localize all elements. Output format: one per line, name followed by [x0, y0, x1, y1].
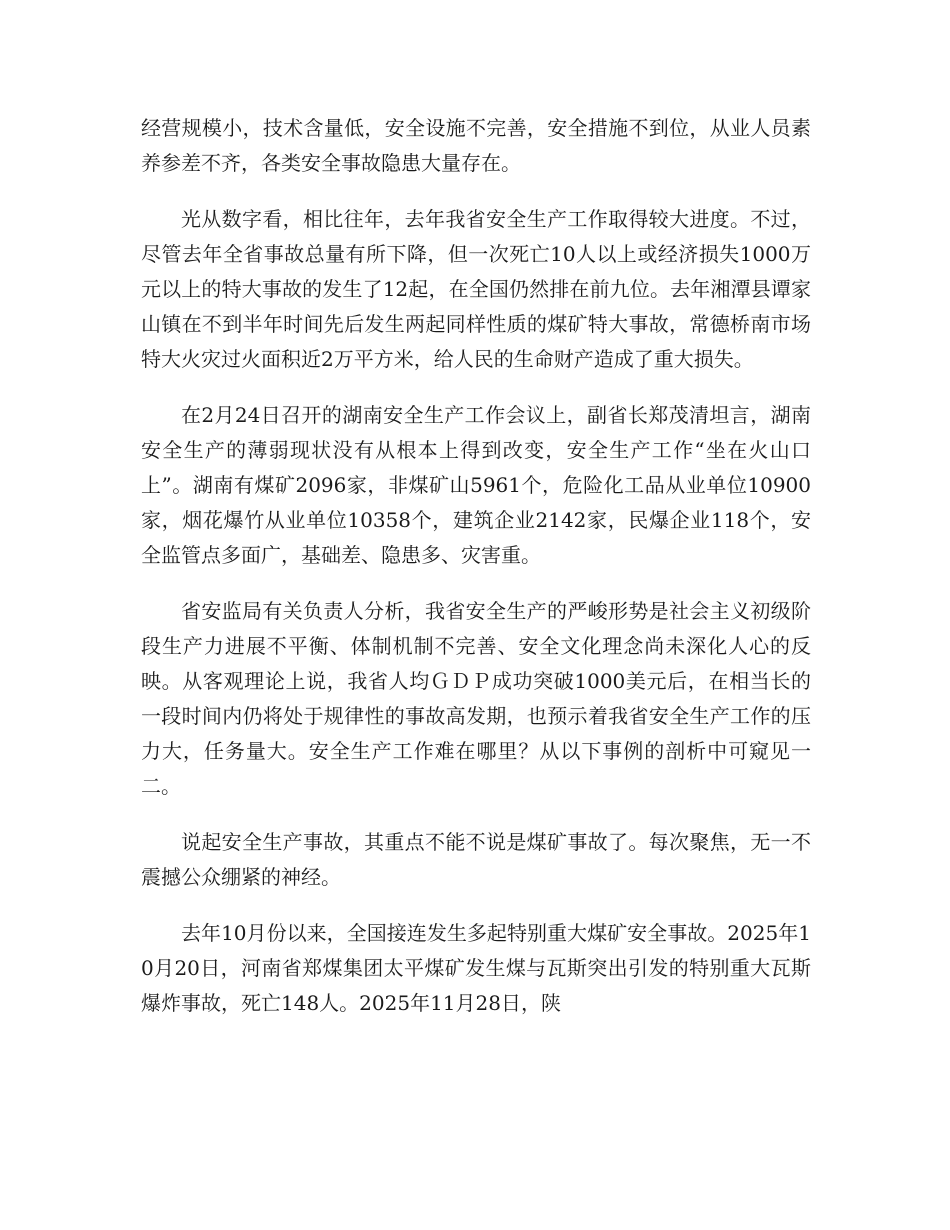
paragraph-2: 光从数字看，相比往年，去年我省安全生产工作取得较大进度。不过，尽管去年全省事故总量有所下降，但一次死亡10人以上或经济损失1000万元以上的特大事故的发生了12起，在全国仍然排在前九位。去年湘潭县谭家山镇在不到半年时间先后发生两起同样性质的煤矿特大事故，常德桥南市场特大火灾过火面积近2万平方米，给人民的生命财产造成了重大损失。	[141, 207, 811, 371]
paragraph-6: 去年10月份以来，全国接连发生多起特别重大煤矿安全事故。2025年10月20日，河南省郑煤集团太平煤矿发生煤与瓦斯突出引发的特别重大瓦斯爆炸事故，死亡148人。2025年11月28日，陕	[141, 921, 811, 1015]
paragraph-3: 在2月24日召开的湖南安全生产工作会议上，副省长郑茂清坦言，湖南安全生产的薄弱现状没有从根本上得到改变，安全生产工作“坐在火山口上”。湖南有煤矿2096家，非煤矿山5961个，危险化工品从业单位10900家，烟花爆竹从业单位10358个，建筑企业2142家，民爆企业118个，安全监管点多面广，基础差、隐患多、灾害重。	[141, 403, 811, 567]
paragraph-4: 省安监局有关负责人分析，我省安全生产的严峻形势是社会主义初级阶段生产力进展不平衡、体制机制不完善、安全文化理念尚未深化人心的反映。从客观理论上说，我省人均ＧＤＰ成功突破1000美元后，在相当长的一段时间内仍将处于规律性的事故高发期，也预示着我省安全生产工作的压力大，任务量大。安全生产工作难在哪里？从以下事例的剖析中可窥见一二。	[141, 599, 811, 798]
paragraph-5: 说起安全生产事故，其重点不能不说是煤矿事故了。每次聚焦，无一不震撼公众绷紧的神经。	[141, 830, 811, 889]
paragraph-1: 经营规模小，技术含量低，安全设施不完善，安全措施不到位，从业人员素养参差不齐，各类安全事故隐患大量存在。	[141, 116, 811, 175]
document-body	[141, 111, 811, 1021]
